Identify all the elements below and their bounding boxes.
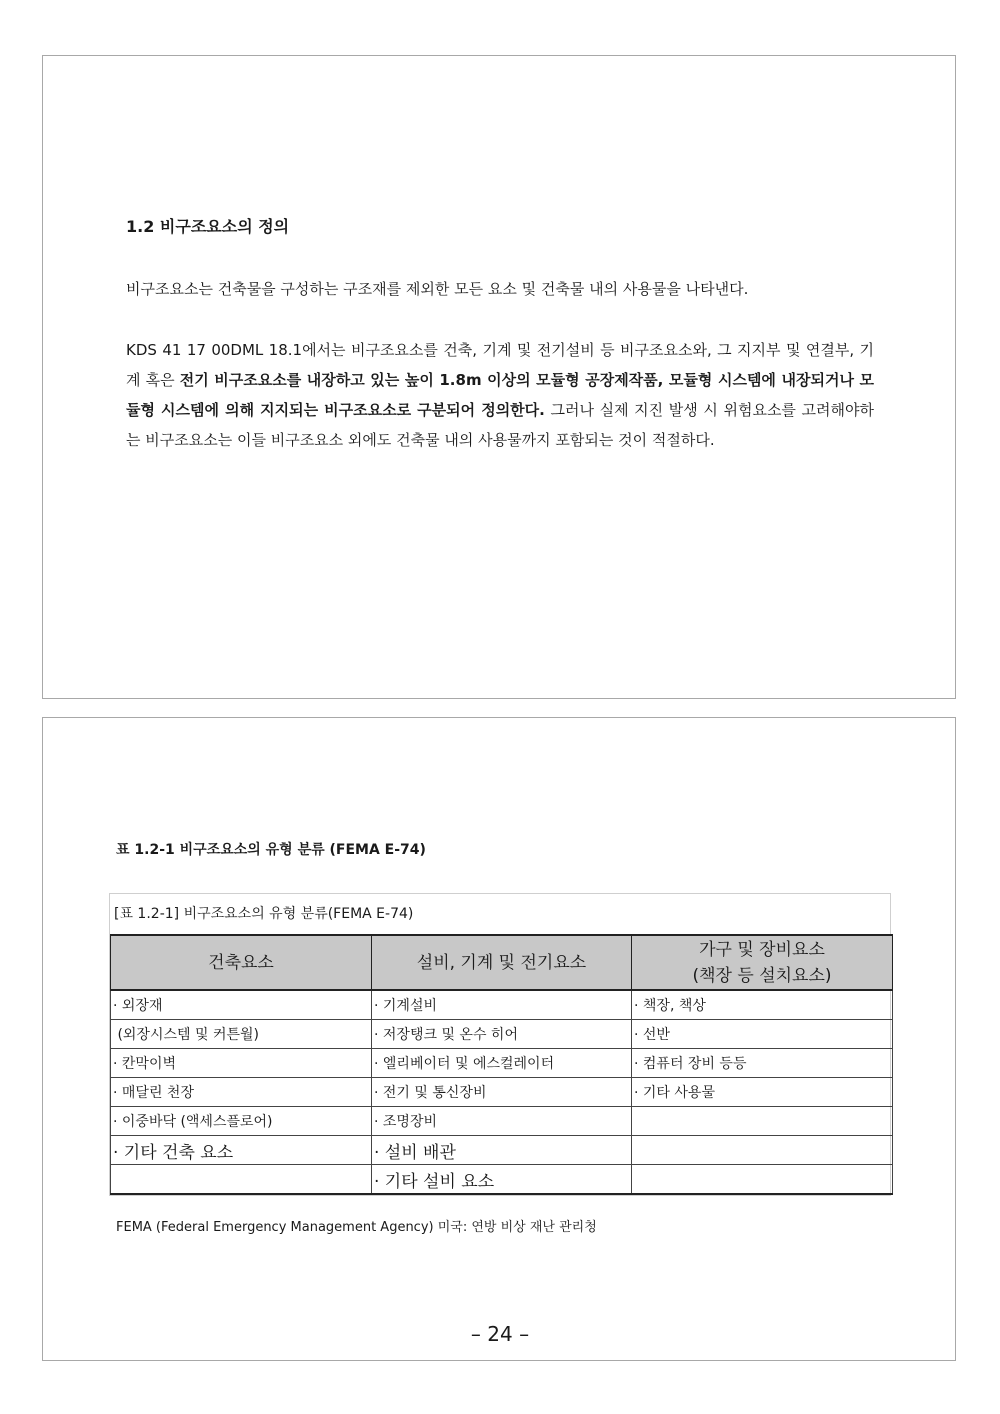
header-furniture-line2: (책장 등 설치요소)	[692, 965, 832, 986]
table-cell: · 외장재	[111, 990, 372, 1020]
table-row	[111, 1020, 893, 1049]
table-cell: · 칸막이벽	[111, 1049, 372, 1078]
table-row	[111, 1049, 893, 1078]
header-furniture-line1: 가구 및 장비요소	[699, 939, 825, 960]
table-cell: · 엘리베이터 및 에스컬레이터	[372, 1049, 632, 1078]
table-cell: · 설비 배관	[372, 1136, 632, 1165]
table-cell	[632, 1107, 893, 1136]
table-row	[111, 1136, 893, 1165]
kds-paragraph-lead: KDS 41 17 00DML 18.1에서는 비구조요소를 건축, 기계 및 전기설비 등 비구조요소와, 그 지지부 및 연결부, 기계 혹은	[126, 341, 874, 389]
table-header-row	[111, 935, 893, 990]
classification-table	[110, 934, 893, 1195]
table-cell: · 기타 설비 요소	[372, 1165, 632, 1195]
table-cell	[632, 1136, 893, 1165]
header-architectural: 건축요소	[111, 935, 372, 990]
document-page-top	[42, 55, 956, 699]
table-cell: · 컴퓨터 장비 등등	[632, 1049, 893, 1078]
header-furniture-equipment	[632, 935, 893, 990]
table-cell: (외장시스템 및 커튼월)	[111, 1020, 372, 1049]
table-cell: · 이중바닥 (액세스플로어)	[111, 1107, 372, 1136]
table-cell: · 전기 및 통신장비	[372, 1078, 632, 1107]
table-title: [표 1.2-1] 비구조요소의 유형 분류(FEMA E-74)	[114, 906, 414, 922]
kds-paragraph	[126, 335, 874, 455]
table-cell	[632, 1165, 893, 1195]
table-row	[111, 1107, 893, 1136]
table-cell: · 조명장비	[372, 1107, 632, 1136]
definition-paragraph: 비구조요소는 건축물을 구성하는 구조재를 제외한 모든 요소 및 건축물 내의 사용물을 나타낸다.	[126, 280, 749, 298]
kds-paragraph-bold: 전기 비구조요소를 내장하고 있는 높이 1.8m 이상의 모듈형 공장제작품, 모듈형 시스템에 내장되거나 모듈형 시스템에 의해 지지되는 비구조요소로 구분되어 정의한다.	[126, 371, 874, 419]
table-row	[111, 1078, 893, 1107]
kds-paragraph-tail: 그러나 실제 지진 발생 시 위험요소를 고려해야하는 비구조요소는 이들 비구조요소 외에도 건축물 내의 사용물까지 포함되는 것이 적절하다.	[126, 401, 874, 449]
table-cell	[111, 1165, 372, 1195]
table-cell: · 기타 사용물	[632, 1078, 893, 1107]
table-cell: · 기타 건축 요소	[111, 1136, 372, 1165]
table-cell: · 저장탱크 및 온수 히어	[372, 1020, 632, 1049]
table-caption: 표 1.2-1 비구조요소의 유형 분류 (FEMA E-74)	[116, 842, 426, 858]
section-heading: 1.2 비구조요소의 정의	[126, 217, 290, 236]
table-row	[111, 1165, 893, 1195]
table-cell: · 책장, 책상	[632, 990, 893, 1020]
table-row	[111, 990, 893, 1020]
page-number: – 24 –	[470, 1322, 530, 1346]
table-cell: · 매달린 천장	[111, 1078, 372, 1107]
table-cell: · 선반	[632, 1020, 893, 1049]
document-page-bottom	[42, 717, 956, 1361]
classification-table-box	[109, 893, 891, 1196]
header-mechanical-electrical: 설비, 기계 및 전기요소	[372, 935, 632, 990]
table-cell: · 기계설비	[372, 990, 632, 1020]
footnote: FEMA (Federal Emergency Management Agency) 미국: 연방 비상 재난 관리청	[116, 1220, 597, 1235]
